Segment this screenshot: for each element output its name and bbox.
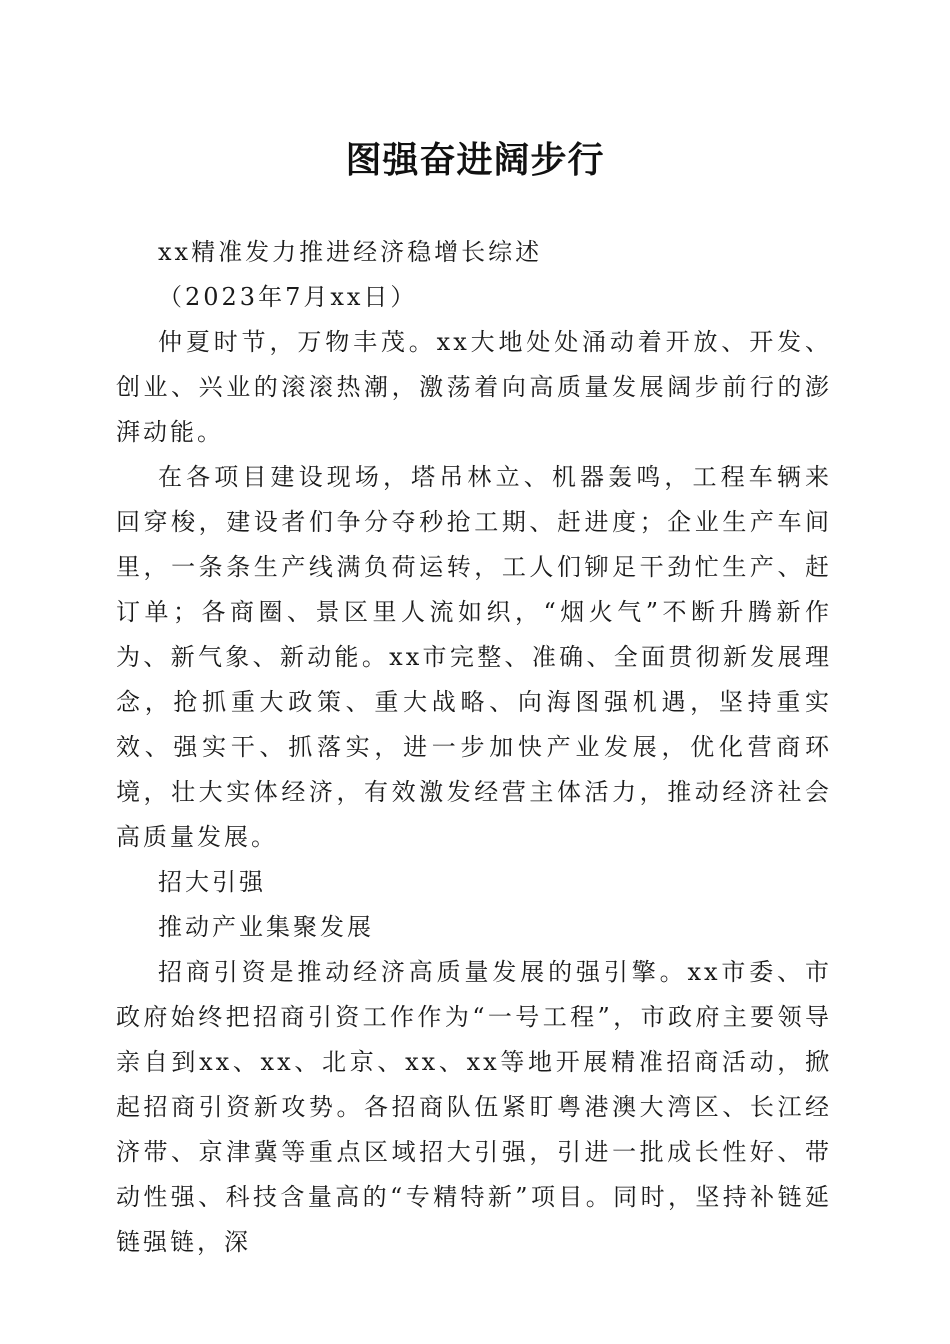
section-heading-1: 招大引强 (158, 868, 266, 896)
document-date: （2023年7月xx日） (158, 283, 418, 311)
document-subtitle: xx精准发力推进经济稳增长综述 (158, 238, 543, 266)
section-heading-2: 推动产业集聚发展 (158, 913, 374, 941)
document-body (116, 230, 832, 1265)
document-title: 图强奋进阔步行 (345, 139, 605, 181)
paragraph-1: 仲夏时节，万物丰茂。xx大地处处涌动着开放、开发、创业、兴业的滚滚热潮，激荡着向高质量发展阔步前行的澎湃动能。 (116, 328, 832, 446)
paragraph-2: 在各项目建设现场，塔吊林立、机器轰鸣，工程车辆来回穿梭，建设者们争分夺秒抢工期、赶进度；企业生产车间里，一条条生产线满负荷运转，工人们铆足干劲忙生产、赶订单；各商圈、景区里人流如织，“烟火气”不断升腾新作为、新气象、新动能。xx市完整、准确、全面贯彻新发展理念，抢抓重大政策、重大战略、向海图强机遇，坚持重实效、强实干、抓落实，进一步加快产业发展，优化营商环境，壮大实体经济，有效激发经营主体活力，推动经济社会高质量发展。 (116, 463, 832, 851)
paragraph-3: 招商引资是推动经济高质量发展的强引擎。xx市委、市政府始终把招商引资工作作为“一号工程”，市政府主要领导亲自到xx、xx、北京、xx、xx等地开展精准招商活动，掀起招商引资新攻势。各招商队伍紧盯粤港澳大湾区、长江经济带、京津冀等重点区域招大引强，引进一批成长性好、带动性强、科技含量高的“专精特新”项目。同时，坚持补链延链强链，深 (116, 958, 832, 1256)
